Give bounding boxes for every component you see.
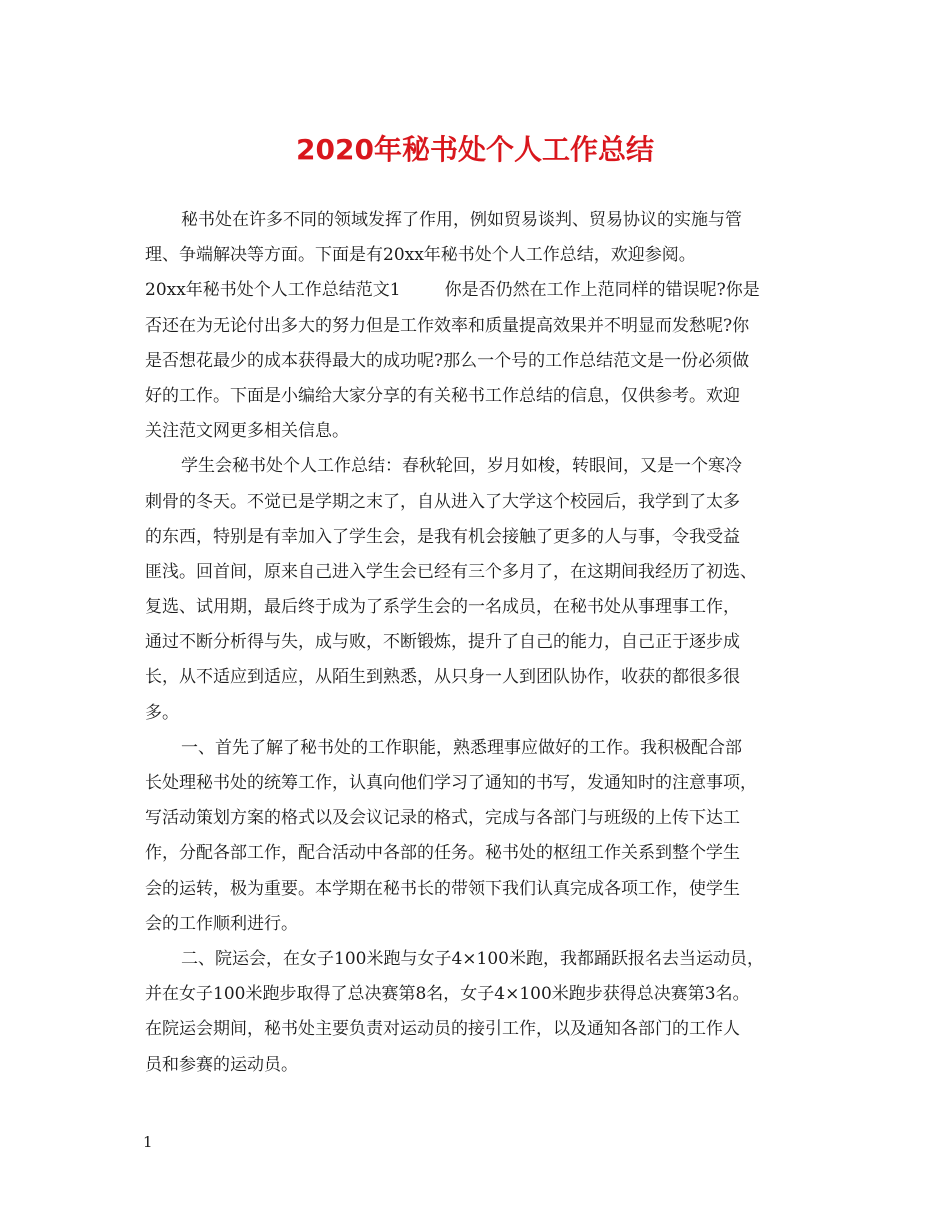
text-line: 刺骨的冬天。不觉已是学期之末了，自从进入了大学这个校园后，我学到了太多 bbox=[145, 491, 740, 512]
document-body bbox=[145, 203, 813, 1083]
text-line: 一、首先了解了秘书处的工作职能，熟悉理事应做好的工作。我积极配合部 bbox=[181, 737, 742, 758]
text-line: 的东西，特别是有幸加入了学生会，是我有机会接触了更多的人与事，令我受益 bbox=[145, 526, 740, 547]
text-line: 好的工作。下面是小编给大家分享的有关秘书工作总结的信息，仅供参考。欢迎 bbox=[145, 385, 740, 406]
text-line: 员和参赛的运动员。 bbox=[145, 1054, 298, 1075]
section-heading: 20xx年秘书处个人工作总结范文1 bbox=[145, 280, 401, 301]
text-line: 匪浅。回首间，原来自己进入学生会已经有三个多月了，在这期间我经历了初选、 bbox=[145, 561, 757, 582]
text-line: 否还在为无论付出多大的努力但是工作效率和质量提高效果并不明显而发愁呢?你 bbox=[145, 315, 750, 336]
text-line: 在院运会期间，秘书处主要负责对运动员的接引工作，以及通知各部门的工作人 bbox=[145, 1019, 740, 1040]
text-line: 学生会秘书处个人工作总结：春秋轮回，岁月如梭，转眼间，又是一个寒冷 bbox=[181, 456, 742, 477]
text-line: 关注范文网更多相关信息。 bbox=[145, 421, 349, 442]
page-number: 1 bbox=[143, 1133, 153, 1151]
text-line: 作，分配各部工作，配合活动中各部的任务。秘书处的枢纽工作关系到整个学生 bbox=[145, 843, 740, 864]
text-line: 通过不断分析得与失，成与败，不断锻炼，提升了自己的能力，自己正于逐步成 bbox=[145, 632, 740, 653]
text-line: 二、院运会，在女子100米跑与女子4×100米跑，我都踊跃报名去当运动员， bbox=[181, 948, 764, 969]
text-line: 长，从不适应到适应，从陌生到熟悉，从只身一人到团队协作，收获的都很多很 bbox=[145, 667, 740, 688]
text-line: 并在女子100米跑步取得了总决赛第8名，女子4×100米跑步获得总决赛第3名。 bbox=[145, 984, 750, 1005]
text-line: 多。 bbox=[145, 702, 179, 723]
text-line: 会的运转，极为重要。本学期在秘书长的带领下我们认真完成各项工作，使学生 bbox=[145, 878, 740, 899]
text-line: 会的工作顺利进行。 bbox=[145, 913, 298, 934]
text-line: 理、争端解决等方面。下面是有20xx年秘书处个人工作总结，欢迎参阅。 bbox=[145, 245, 696, 266]
document-title: 2020年秘书处个人工作总结 bbox=[296, 133, 654, 166]
text-line: 是否想花最少的成本获得最大的成功呢?那么一个号的工作总结范文是一份必须做 bbox=[145, 350, 750, 371]
text-line: 写活动策划方案的格式以及会议记录的格式，完成与各部门与班级的上传下达工 bbox=[145, 808, 740, 829]
text-line: 秘书处在许多不同的领域发挥了作用，例如贸易谈判、贸易协议的实施与管 bbox=[181, 210, 742, 230]
text-line: 长处理秘书处的统筹工作，认真向他们学习了通知的书写，发通知时的注意事项， bbox=[145, 773, 757, 793]
text-line: 20xx年秘书处个人工作总结范文1 你是否仍然在工作上范同样的错误呢?你是 bbox=[145, 280, 760, 301]
text-line: 复选、试用期，最后终于成为了系学生会的一名成员，在秘书处从事理事工作， bbox=[145, 597, 740, 618]
